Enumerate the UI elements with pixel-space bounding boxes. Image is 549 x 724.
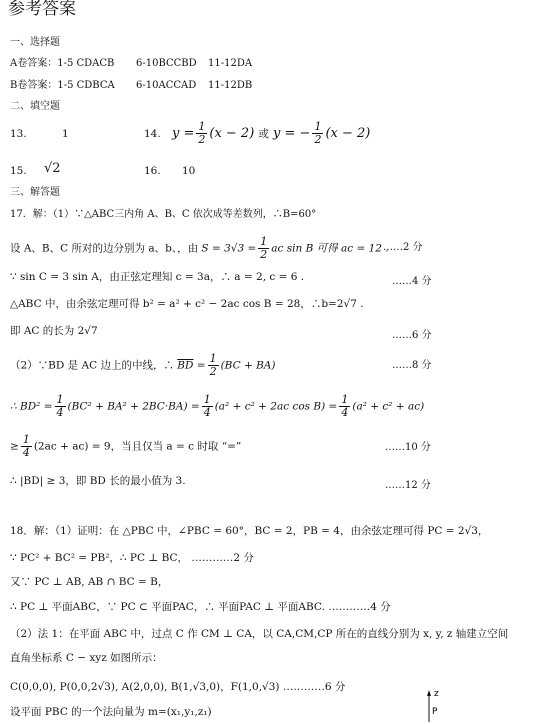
section-choice-heading: 一、选择题 <box>10 37 60 48</box>
q17-line-3: ∵ sin C = 3 sin A，由正弦定理知 c = 3a，∴ a = 2, c = 6 . <box>10 271 305 283</box>
q18-line-1: 18．解：（1）证明：在 △PBC 中，∠PBC = 60°，BC = 2，PB = 4，由余弦定理可得 PC = 2√3， <box>10 525 489 537</box>
q18-line-6: 直角坐标系 C − xyz 如图所示： <box>10 652 163 664</box>
q18-line-5: （2）法 1：在平面 ABC 中，过点 C 作 CM ⊥ CA，以 CA,CM,CP 所在的直线分别为 x, y, z 轴建立空间 <box>10 628 509 640</box>
choice-row-b <box>10 79 253 93</box>
q17-score-5: ……6 分 <box>392 330 432 341</box>
q13-answer: 1 <box>62 128 69 140</box>
q18-line-2: ∵ PC² + BC² = PB²，∴ PC ⊥ BC， …………2 分 <box>10 552 254 564</box>
z-axis-label: z <box>434 689 439 699</box>
choice-a-mid: 6-10BCCBD <box>136 58 197 69</box>
q18-line-8: 设平面 PBC 的一个法向量为 m=(x₁,y₁,z₁) <box>10 706 212 718</box>
q17-line-4: △ABC 中，由余弦定理可得 b² = a² + c² − 2ac cos B = 28，∴b=2√7 . <box>10 298 364 310</box>
q17-line-6: （2）∵BD 是 AC 边上的中线，∴ $\overline{BD}$ = $\frac{1}{2}$ (BC + BA) <box>10 352 276 378</box>
q17-score-6: ……8 分 <box>392 360 432 371</box>
q17-head: 17．解：（1）∵△ABC三内角 A、B、C 依次成等差数列，∴B=60° <box>10 209 317 220</box>
choice-a-label: A卷答案：1-5 CDACB <box>10 58 115 69</box>
q15-label: 15. <box>10 165 27 177</box>
z-axis-arrow <box>427 690 431 696</box>
choice-b-end: 11-12DB <box>208 80 253 91</box>
choice-row-a <box>10 57 253 71</box>
q18-line-7: C(0,0,0), P(0,0,2√3), A(2,0,0), B(1,√3,0)，F(1,0,√3) …………6 分 <box>10 681 346 693</box>
q14-answer: y = $\frac{1}{2}$ (x − 2) 或 y = − $\frac{1}{2}$ (x − 2) <box>172 120 371 146</box>
q17-line-8: ≥ $\frac{1}{4}$ (2ac + ac) = 9，当且仅当 a = c 时取 “=” <box>10 433 242 459</box>
q17-line-5: 即 AC 的长为 2√7 <box>10 325 98 337</box>
page-title: 参考答案 <box>8 0 76 19</box>
q17-line-9: ∴ |BD| ≥ 3，即 BD 长的最小值为 3. <box>10 475 186 487</box>
q16-answer: 10 <box>182 165 196 177</box>
q17-score-8: ……10 分 <box>385 442 431 453</box>
q16-label: 16. <box>144 165 161 177</box>
coordinate-figure <box>420 688 450 724</box>
section-fill-heading: 二、填空题 <box>10 101 60 112</box>
q15-answer: √2 <box>44 161 61 176</box>
p-point-label: P <box>432 707 438 717</box>
q17-line-7: ∴ BD² = $\frac{1}{4}$ (BC² + BA² + 2BC·BA) = $\frac{1}{4}$ (a² + c² + 2ac cos B) = $\frac{1}{4}$ (a² + c² + ac) <box>10 393 425 419</box>
choice-b-mid: 6-10ACCAD <box>136 80 197 91</box>
q18-line-3: 又∵ PC ⊥ AB, AB ∩ BC = B， <box>10 576 169 588</box>
q13-label: 13. <box>10 128 27 140</box>
q18-line-4: ∴ PC ⊥ 平面ABC，∵ PC ⊂ 平面PAC，∴ 平面PAC ⊥ 平面ABC. …………4 分 <box>10 601 391 613</box>
q17-score-9: ……12 分 <box>385 480 431 491</box>
fill-row-15-16 <box>10 161 196 178</box>
section-solve-heading: 三、解答题 <box>10 187 60 198</box>
q17-line-2: 设 A、B、C 所对的边分别为 a、b、，由 S = 3√3 = $\frac{1}{2}$ ac sin B 可得 ac = 12 . <box>10 235 389 261</box>
choice-a-end: 11-12DA <box>208 58 253 69</box>
choice-b-label: B卷答案：1-5 CDBCA <box>10 80 115 91</box>
fill-row-13-14 <box>10 127 161 141</box>
q17-score-3: ……4 分 <box>392 276 432 287</box>
q17-score-2: ……2 分 <box>383 242 423 253</box>
q14-label: 14. <box>144 128 161 140</box>
